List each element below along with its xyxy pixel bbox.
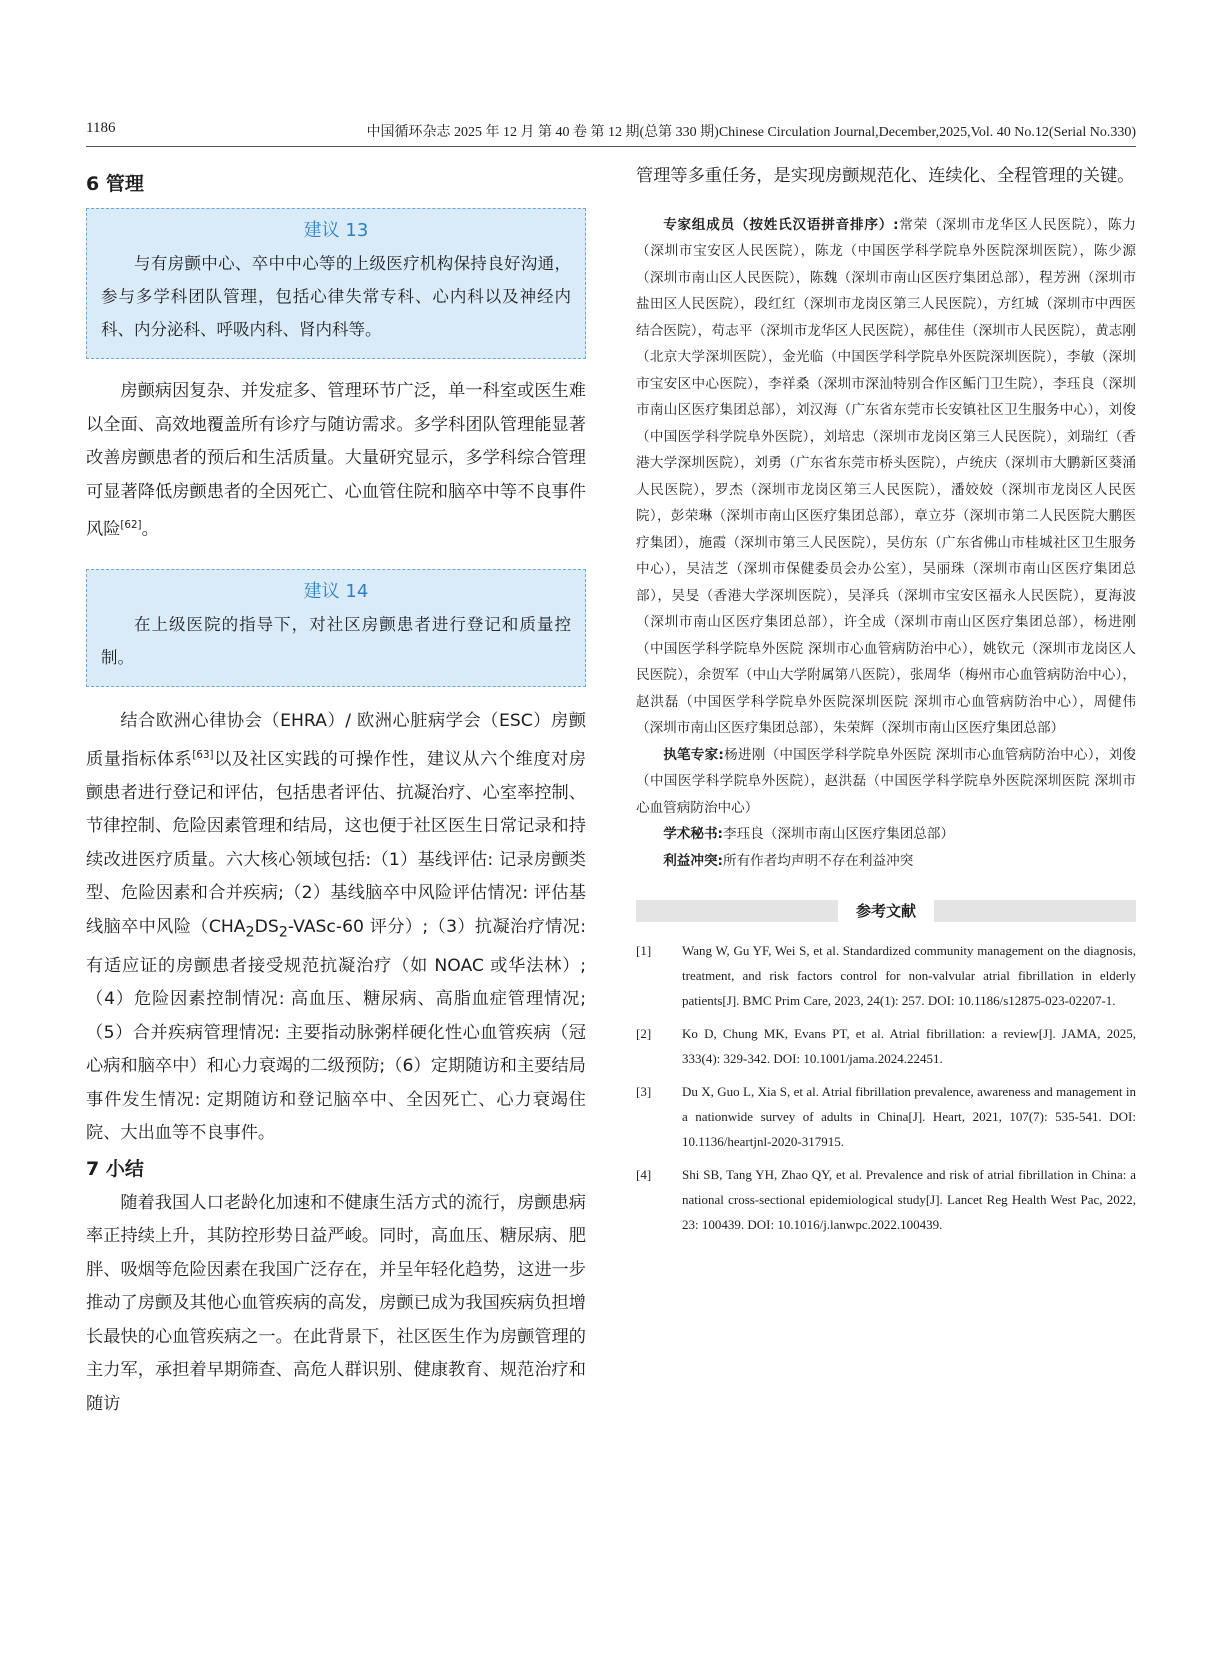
reference-text: Du X, Guo L, Xia S, et al. Atrial fibrillation prevalence, awareness and management in a nationwide survey of adults in China[J]. Heart, 2021, 107(7): 535-541. DOI: 10.1136/heartjnl-2020-317915. — [682, 1084, 1136, 1149]
paragraph-registry-a: 结合欧洲心律协会（EHRA）/ 欧洲心脏病学会（ESC）房颤质量指标体系 — [86, 711, 586, 770]
subscript-2a: 2 — [245, 924, 255, 941]
recommendation-13-box — [86, 208, 586, 359]
secretary-label: 学术秘书: — [663, 826, 723, 842]
reference-number: [1] — [636, 943, 652, 958]
paragraph-registry-b: 以及社区实践的可操作性，建议从六个维度对房颤患者进行登记和评估，包括患者评估、抗凝治疗、心室率控制、节律控制、危险因素管理和结局，这也便于社区医生日常记录和持续改进医疗质量。六大核心领域包括:（1）基线评估: 记录房颤类型、危险因素和合并疾病;（2）基线脑卒中风险评估情况: 评估基线脑卒中风险（CHA — [86, 749, 586, 937]
experts-label: 专家组成员（按姓氏汉语拼音排序）: — [663, 216, 899, 233]
recommendation-13-title: 建议 13 — [303, 220, 369, 241]
recommendation-14-title: 建议 14 — [303, 581, 369, 603]
conflict-text: 所有作者均声明不存在利益冲突 — [723, 852, 914, 869]
reference-item — [636, 1162, 1136, 1237]
secretary-block — [636, 821, 1136, 848]
reference-item — [636, 938, 1136, 1013]
reference-number: [2] — [636, 1026, 652, 1041]
paragraph-mdt-end: 。 — [141, 519, 159, 540]
recommendation-14-body: 在上级医院的指导下，对社区房颤患者进行登记和质量控制。 — [101, 615, 571, 668]
running-head: 中国循环杂志 2025 年 12 月 第 40 卷 第 12 期(总第 330 期)Chinese Circulation Journal,December,2025,Vol. 40 No.12(Serial No.330) — [366, 125, 1136, 140]
reference-number: [4] — [636, 1167, 652, 1182]
paragraph-registry-c: DS — [254, 916, 279, 937]
subscript-2b: 2 — [278, 924, 288, 941]
references-title: 参考文献 — [838, 900, 934, 922]
page-header — [86, 120, 1136, 147]
reference-text: Shi SB, Tang YH, Zhao QY, et al. Prevalence and risk of atrial fibrillation in China: a national cross-sectional epidemiological study[J]. Lancet Reg Health West Pac, 2022, 23: 100439. DOI: 10.1016/j.lanwpc.2022.100439. — [682, 1167, 1136, 1232]
citation-63[interactable]: [63] — [192, 748, 214, 761]
left-column — [86, 170, 586, 1421]
experts-text: 常荣（深圳市龙华区人民医院），陈力（深圳市宝安区人民医院），陈龙（中国医学科学院阜外医院深圳医院），陈少源（深圳市南山区人民医院），陈魏（深圳市南山区医疗集团总部），程芳洲（深圳市盐田区人民医院），段红红（深圳市龙岗区第三人民医院），方红城（深圳市中西医结合医院），苟志平（深圳市龙华区人民医院），郝佳佳（深圳市人民医院），黄志刚（北京大学深圳医院），金光临（中国医学科学院阜外医院深圳医院），李敏（深圳市宝安区中心医院），李祥桑（深圳市深汕特别合作区鲘门卫生院），李珏良（深圳市南山区医疗集团总部），刘汉海（广东省东莞市长安镇社区卫生服务中心），刘俊（中国医学科学院阜外医院），刘培忠（深圳市龙岗区第三人民医院），刘瑞红（香港大学深圳医院），刘勇（广东省东莞市桥头医院），卢统庆（深圳市大鹏新区葵涌人民医院），罗杰（深圳市龙岗区第三人民医院），潘姣姣（深圳市龙岗区人民医院），彭荣琳（深圳市南山区医疗集团总部），章立芬（深圳市第二人民医院大鹏医疗集团），施霞（深圳市第三人民医院），吴仿东（广东省佛山市桂城社区卫生服务中心），吴洁芝（深圳市保健委员会办公室），吴丽珠（深圳市南山区医疗集团总部），吴旻（香港大学深圳医院），吴泽兵（深圳市宝安区福永人民医院），夏海波（深圳市南山区医疗集团总部），许全成（深圳市南山区医疗集团总部），杨进刚（中国医学科学院阜外医院 深圳市心血管病防治中心），姚钦元（深圳市龙岗区人民医院），余贺军（中山大学附属第八医院），张周华（梅州市心血管病防治中心），赵洪磊（中国医学科学院阜外医院深圳医院 深圳市心血管病防治中心），周健伟（深圳市南山区医疗集团总部），朱荣辉（深圳市南山区医疗集团总部） — [636, 216, 1137, 736]
paragraph-registry — [86, 705, 586, 1151]
right-column — [636, 166, 1137, 1245]
paragraph-summary-cont: 管理等多重任务，是实现房颤规范化、连续化、全程管理的关键。 — [636, 166, 1135, 186]
reference-text: Wang W, Gu YF, Wei S, et al. Standardized community management on the diagnosis, treatment, and risk factors control for non-valvular atrial fibrillation in elderly patients[J]. BMC Prim Care, 2023, 24(1): 257. DOI: 10.1186/s12875-023-02207-1. — [682, 943, 1136, 1008]
reference-list — [636, 938, 1136, 1237]
recommendation-13-body: 与有房颤中心、卒中中心等的上级医疗机构保持良好沟通，参与多学科团队管理，包括心律失常专科、心内科以及神经内科、内分泌科、呼吸内科、肾内科等。 — [101, 254, 571, 339]
paragraph-mdt-text: 房颤病因复杂、并发症多、管理环节广泛，单一科室或医生难以全面、高效地覆盖所有诊疗与随访需求。多学科团队管理能显著改善房颤患者的预后和生活质量。大量研究显示，多学科综合管理可显著降低房颤患者的全因死亡、心血管住院和脑卒中等不良事件风险 — [86, 381, 586, 540]
page-number: 1186 — [86, 120, 116, 136]
paragraph-registry-d: -VASc-60 评分）;（3）抗凝治疗情况: 有适应证的房颤患者接受规范抗凝治疗（如 NOAC 或华法林）;（4）危险因素控制情况: 高血压、糖尿病、高脂血症管理情况;（5）合并疾病管理情况: 主要指动脉粥样硬化性心血管疾病（冠心病和脑卒中）和心力衰竭的二级预防;（6）定期随访和主要结局事件发生情况: 定期随访和登记脑卒中、全因死亡、心力衰竭住院、大出血等不良事件。 — [86, 916, 586, 1144]
writers-text: 杨进刚（中国医学科学院阜外医院 深圳市心血管病防治中心），刘俊（中国医学科学院阜外医院），赵洪磊（中国医学科学院阜外医院深圳医院 深圳市心血管病防治中心） — [636, 746, 1136, 816]
reference-item — [636, 1021, 1136, 1071]
conflict-block — [636, 848, 1136, 875]
secretary-text: 李珏良（深圳市南山区医疗集团总部） — [723, 826, 955, 842]
paragraph-summary: 随着我国人口老龄化加速和不健康生活方式的流行，房颤患病率正持续上升，其防控形势日益严峻。同时，高血压、糖尿病、肥胖、吸烟等危险因素在我国广泛存在，并呈年轻化趋势，这进一步推动了房颤及其他心血管疾病的高发，房颤已成为我国疾病负担增长最快的心血管疾病之一。在此背景下，社区医生作为房颤管理的主力军，承担着早期筛查、高危人群识别、健康教育、规范治疗和随访 — [86, 1192, 586, 1414]
reference-number: [3] — [636, 1084, 652, 1099]
writers-label: 执笔专家: — [663, 746, 724, 763]
section-7-title: 7 小结 — [86, 1157, 144, 1180]
paragraph-mdt — [86, 375, 586, 547]
recommendation-14-box — [86, 569, 586, 687]
experts-block — [636, 212, 1136, 742]
writers-block — [636, 742, 1136, 822]
citation-62[interactable]: [62] — [120, 519, 142, 531]
section-6-title: 6 管理 — [86, 173, 144, 195]
conflict-label: 利益冲突: — [663, 852, 723, 869]
references-heading — [636, 900, 1136, 922]
reference-item — [636, 1079, 1136, 1154]
reference-text: Ko D, Chung MK, Evans PT, et al. Atrial fibrillation: a review[J]. JAMA, 2025, 333(4): 329-342. DOI: 10.1001/jama.2024.22451. — [682, 1026, 1136, 1066]
